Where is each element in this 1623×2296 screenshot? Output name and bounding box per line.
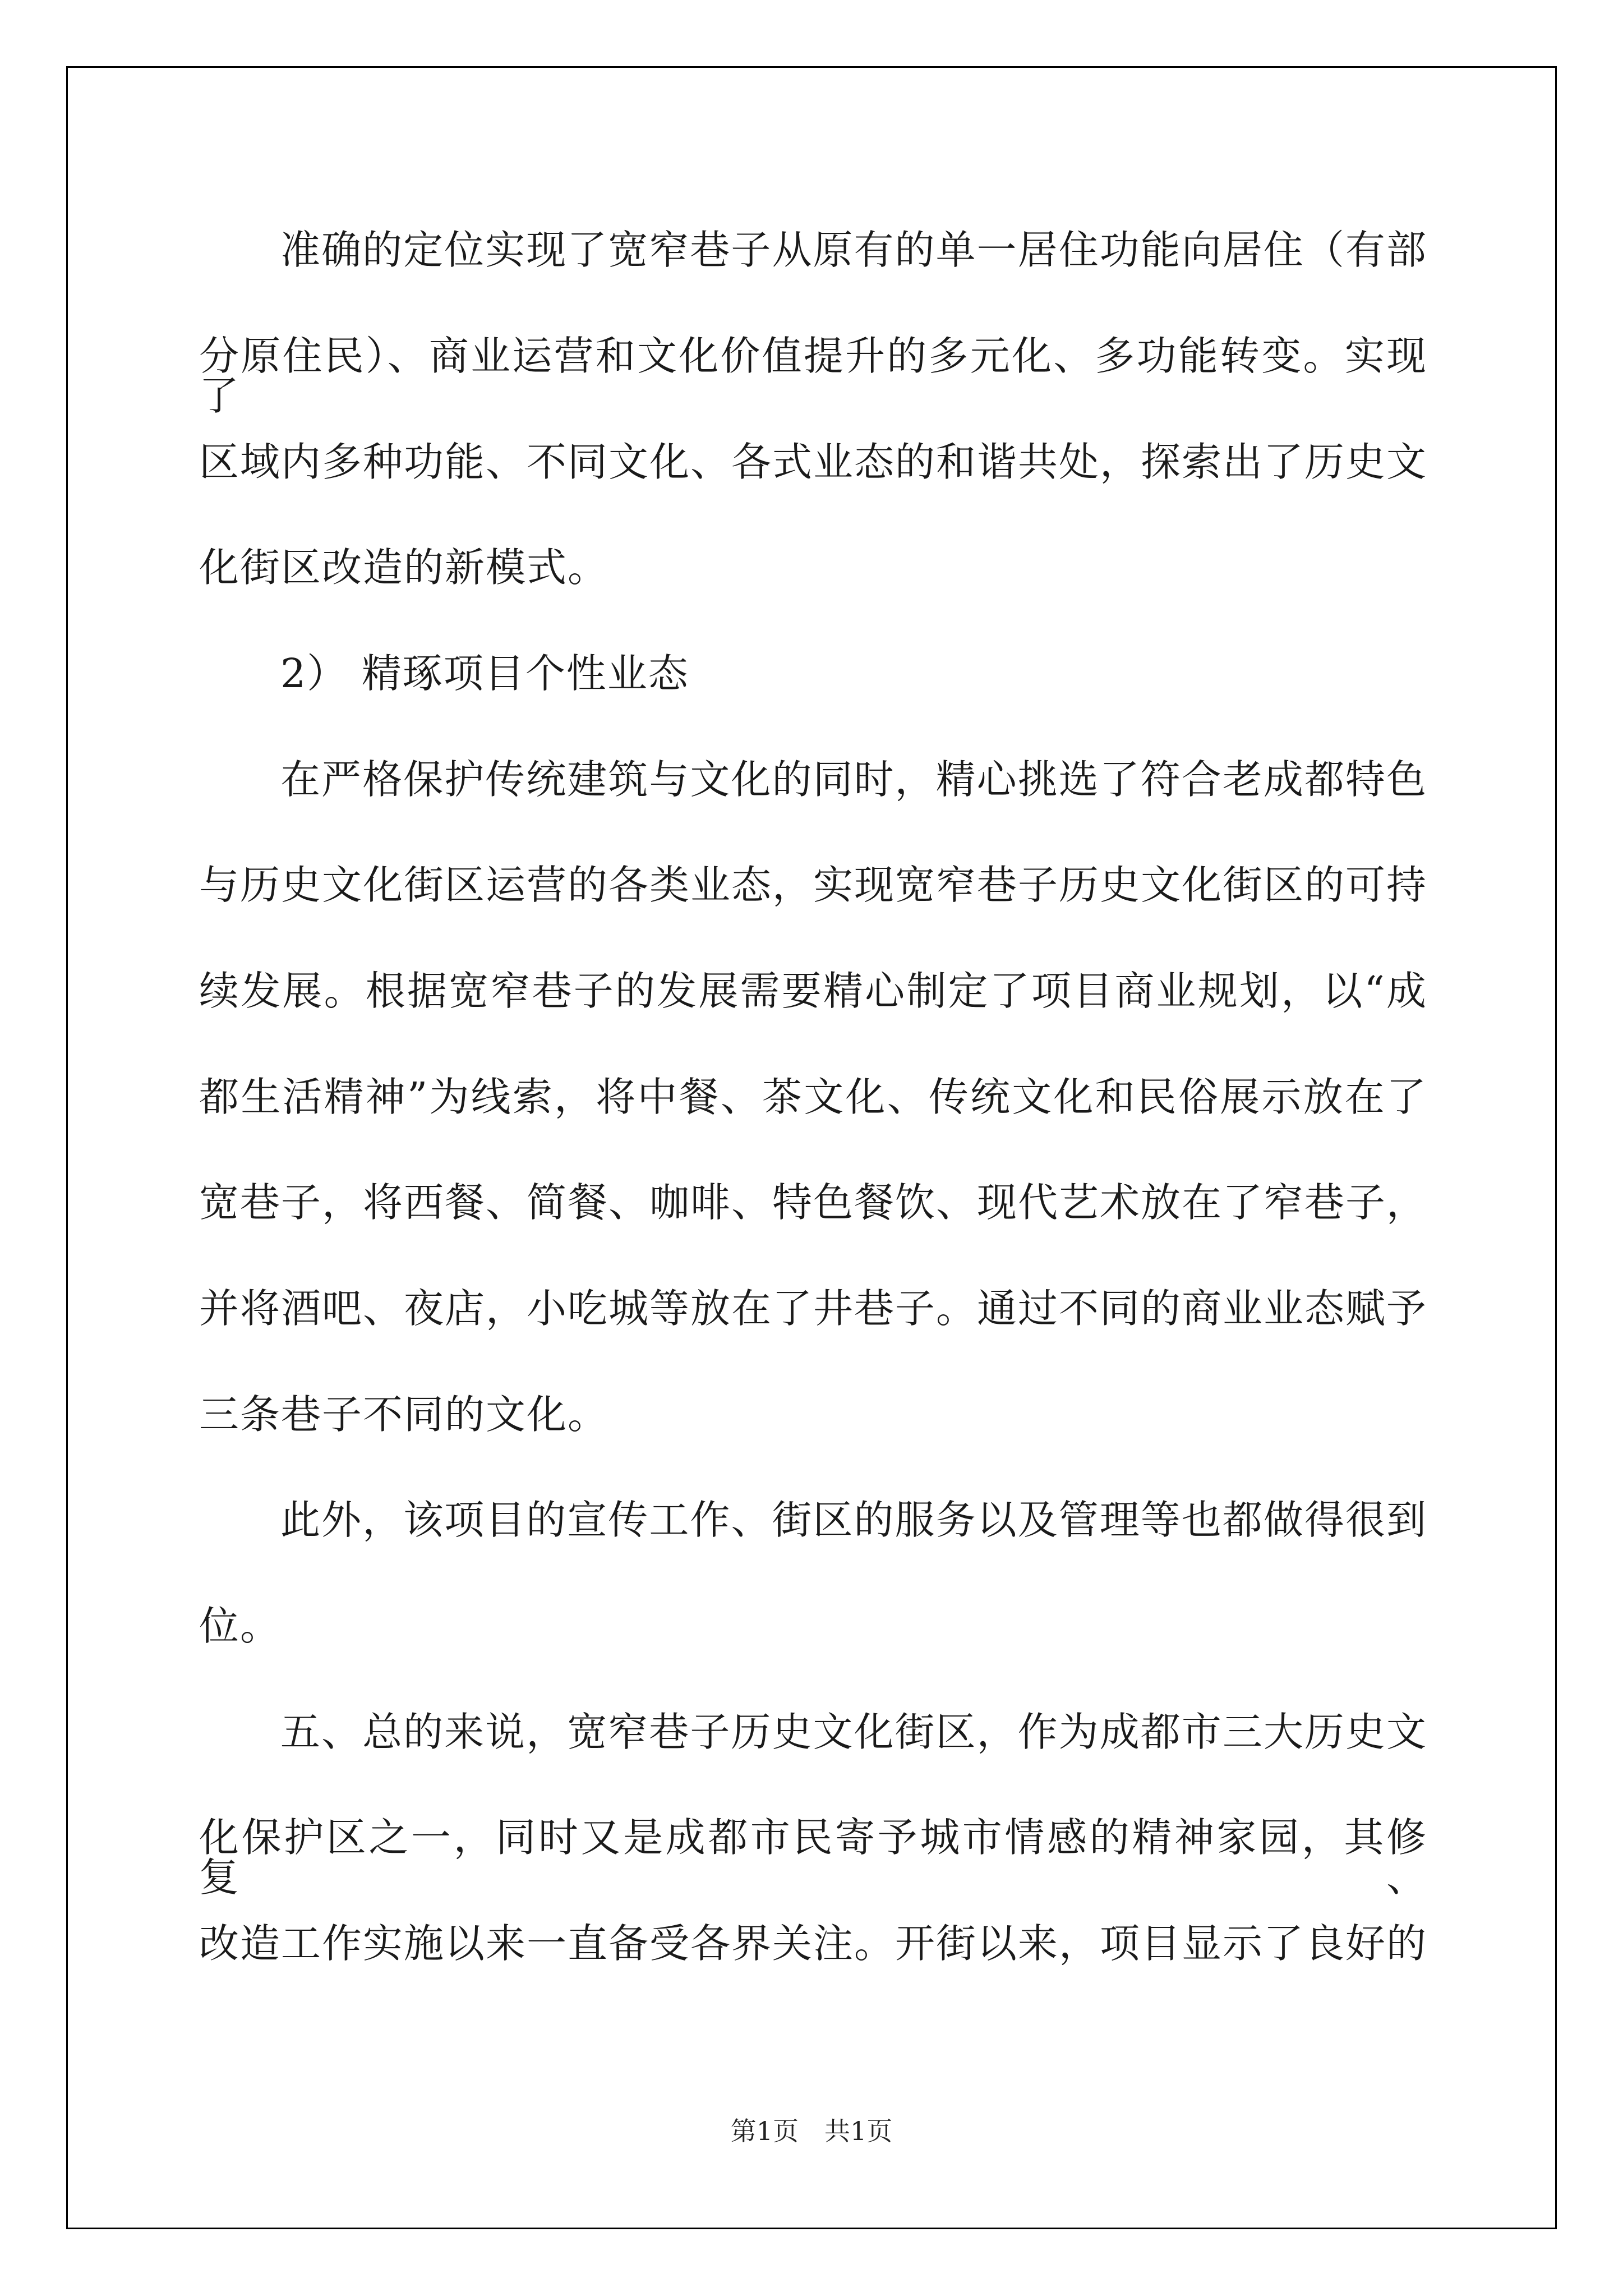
text-line: 并将酒吧、夜店，小吃城等放在了井巷子。通过不同的商业业态赋予 — [199, 1285, 1428, 1332]
text-line: 五、总的来说，宽窄巷子历史文化街区，作为成都市三大历史文 — [280, 1709, 1427, 1755]
text-line: 宽巷子，将西餐、简餐、咖啡、特色餐饮、现代艺术放在了窄巷子， — [199, 1179, 1428, 1226]
text-line: 化保护区之一，同时又是成都市民寄予城市情感的精神家园，其修复、 — [199, 1814, 1427, 1901]
text-line: 化街区改造的新模式。 — [199, 544, 609, 591]
text-line: 准确的定位实现了宽窄巷子从原有的单一居住功能向居住（有部 — [280, 227, 1427, 273]
text-line: 区域内多种功能、不同文化、各式业态的和谐共处，探索出了历史文 — [199, 439, 1428, 485]
text-line: 三条巷子不同的文化。 — [199, 1391, 609, 1438]
text-line: 改造工作实施以来一直备受各界关注。开街以来，项目显示了良好的 — [199, 1920, 1428, 1967]
text-line: 与历史文化街区运营的各类业态，实现宽窄巷子历史文化街区的可持 — [199, 862, 1428, 908]
text-line: 位。 — [199, 1603, 282, 1649]
page-number-footer: 第1页 共1页 — [730, 2116, 893, 2146]
text-line: 都生活精神”为线索，将中餐、茶文化、传统文化和民俗展示放在了 — [199, 1074, 1427, 1120]
text-line: 此外，该项目的宣传工作、街区的服务以及管理等也都做得很到 — [280, 1497, 1427, 1543]
text-line: 在严格保护传统建筑与文化的同时，精心挑选了符合老成都特色 — [280, 756, 1427, 803]
section-heading: 2） 精琢项目个性业态 — [280, 650, 689, 697]
text-line: 续发展。根据宽窄巷子的发展需要精心制定了项目商业规划，以“成 — [199, 968, 1427, 1014]
text-line: 分原住民）、商业运营和文化价值提升的多元化、多功能转变。实现了 — [199, 333, 1427, 419]
